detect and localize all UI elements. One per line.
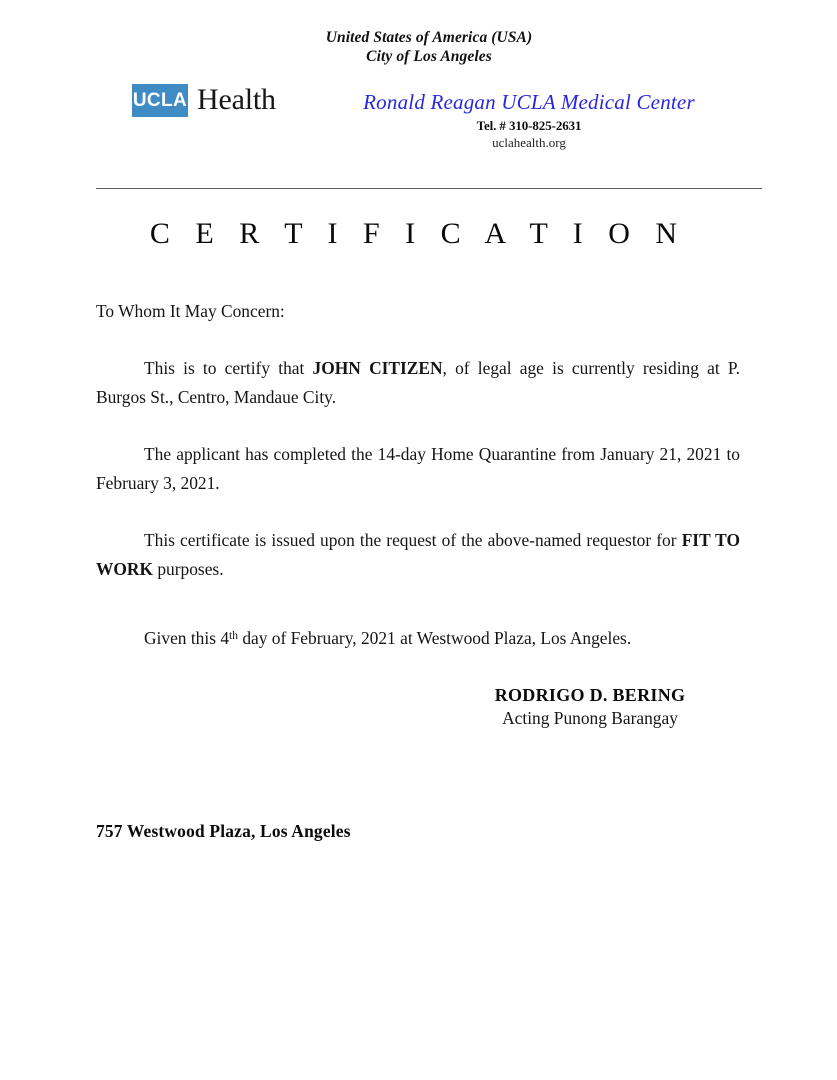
given-ordinal-suffix: th (229, 630, 238, 642)
facility-telephone: Tel. # 310-825-2631 (476, 118, 582, 133)
ucla-health-logo (132, 82, 276, 118)
paragraph3-trail: purposes. (153, 559, 224, 579)
facility-name: Ronald Reagan UCLA Medical Center (363, 90, 695, 114)
letterhead (96, 28, 762, 180)
paragraph1-lead: This is to certify that (144, 358, 313, 378)
health-wordmark-text: Health (197, 83, 276, 116)
page-title: C E R T I F I C A T I O N (149, 217, 687, 250)
given-day-number: 4 (220, 628, 230, 648)
letter-body (96, 297, 740, 653)
jurisdiction-city: City of Los Angeles (366, 48, 492, 65)
ucla-wordmark-icon: UCLA (132, 84, 188, 117)
purpose-label: FIT TO WORK (96, 530, 740, 579)
letterhead-divider (96, 188, 762, 189)
paragraph1-trail: , of legal age is currently residing at P. Burgos St., Centro, Mandaue City. (96, 358, 740, 407)
given-lead: Given this (144, 628, 221, 648)
facility-info (296, 90, 762, 151)
subject-name: JOHN CITIZEN (312, 358, 443, 378)
signatory-name: RODRIGO D. BERING (494, 685, 686, 705)
jurisdiction-country: United States of America (USA) (325, 29, 533, 46)
paragraph3-lead: This certificate is issued upon the request of the above-named requestor for (144, 530, 682, 550)
given-date-line (96, 624, 740, 653)
salutation: To Whom It May Concern: (96, 301, 285, 321)
facility-website: uclahealth.org (492, 135, 566, 150)
given-trail: day of February, 2021 at Westwood Plaza, Los Angeles. (237, 628, 632, 648)
paragraph-purpose (96, 526, 740, 584)
footer-address: 757 Westwood Plaza, Los Angeles (96, 821, 351, 841)
signature-block (430, 684, 750, 730)
paragraph-certification (96, 354, 740, 412)
jurisdiction-heading (96, 28, 762, 66)
paragraph-quarantine: The applicant has completed the 14-day Home Quarantine from January 21, 2021 to February 3, 2021. (96, 444, 740, 493)
signatory-title: Acting Punong Barangay (502, 708, 678, 728)
